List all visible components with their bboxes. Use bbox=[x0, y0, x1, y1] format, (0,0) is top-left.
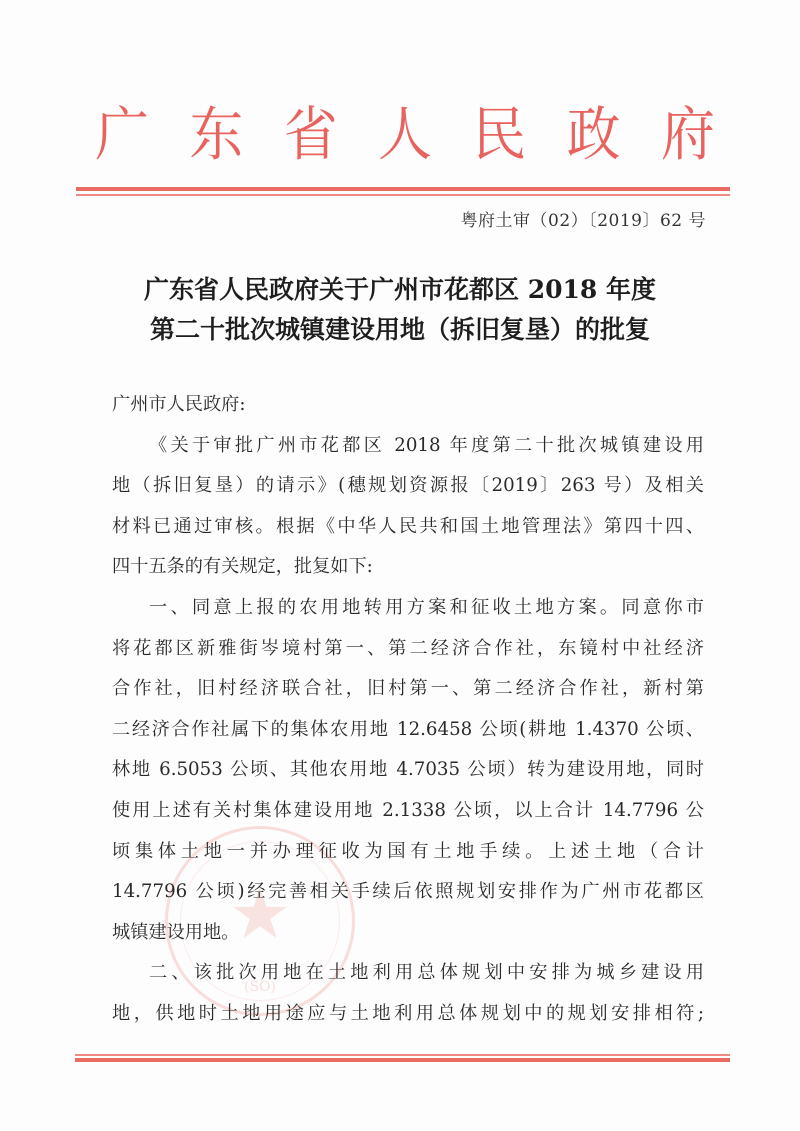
body-line: 使用上述有关村集体建设用地 2.1338 公顷，以上合计 14.7796 公 bbox=[112, 799, 704, 821]
body-line: 将花都区新雅街岑境村第一、第二经济合作社，东镜村中社经济 bbox=[112, 637, 704, 659]
body-line: 二、该批次用地在土地利用总体规划中安排为城乡建设用 bbox=[149, 962, 704, 984]
masthead-char: 府 bbox=[660, 100, 715, 169]
document-body bbox=[112, 385, 704, 1035]
body-line: 合作社，旧村经济联合社，旧村第一、第二经济合作社，新村第 bbox=[112, 678, 704, 700]
body-line: 林地 6.5053 公顷、其他农用地 4.7035 公顷）转为建设用地，同时 bbox=[112, 759, 704, 781]
title-line-1: 广东省人民政府关于广州市花都区 2018 年度 bbox=[144, 275, 656, 304]
masthead-char: 政 bbox=[566, 100, 621, 169]
masthead-title bbox=[95, 100, 715, 170]
body-line: 二经济合作社属下的集体农用地 12.6458 公顷(耕地 1.4370 公顷、 bbox=[112, 718, 704, 740]
footer-rule-thin bbox=[75, 1054, 730, 1056]
masthead-char: 人 bbox=[377, 100, 432, 169]
body-line: 14.7796 公顷)经完善相关手续后依照规划安排作为广州市花都区 bbox=[112, 881, 704, 903]
body-line: 四十五条的有关规定，批复如下: bbox=[112, 556, 373, 578]
masthead-rule-thick bbox=[76, 187, 730, 191]
salutation: 广州市人民政府: bbox=[112, 394, 246, 415]
body-line: 城镇建设用地。 bbox=[112, 921, 240, 943]
body-line: 地，供地时土地用途应与土地利用总体规划中的规划安排相符; bbox=[112, 1002, 704, 1024]
body-line: 地（拆旧复垦）的请示》(穗规划资源报〔2019〕263 号）及相关 bbox=[112, 475, 704, 497]
document-number: 粤府土审（02）〔2019〕62 号 bbox=[460, 211, 706, 231]
seal-code: (SO) bbox=[244, 979, 276, 995]
masthead-char: 广 bbox=[95, 100, 149, 169]
seal-star-icon: ★ bbox=[228, 872, 292, 955]
document-title bbox=[80, 270, 720, 350]
body-line: 顷集体土地一并办理征收为国有土地手续。上述土地（合计 bbox=[112, 840, 704, 862]
masthead-char: 省 bbox=[283, 100, 338, 169]
body-line: 《关于审批广州市花都区 2018 年度第二十批次城镇建设用 bbox=[149, 434, 704, 456]
masthead-char: 东 bbox=[189, 100, 244, 169]
masthead-rule-thin bbox=[76, 194, 730, 196]
body-line: 一、同意上报的农用地转用方案和征收土地方案。同意你市 bbox=[149, 596, 704, 618]
title-line-2: 第二十批次城镇建设用地（拆旧复垦）的批复 bbox=[149, 315, 650, 344]
footer-rule-thick bbox=[75, 1058, 730, 1062]
masthead-char: 民 bbox=[472, 100, 527, 169]
body-line: 材料已通过审核。根据《中华人民共和国土地管理法》第四十四、 bbox=[112, 515, 704, 537]
